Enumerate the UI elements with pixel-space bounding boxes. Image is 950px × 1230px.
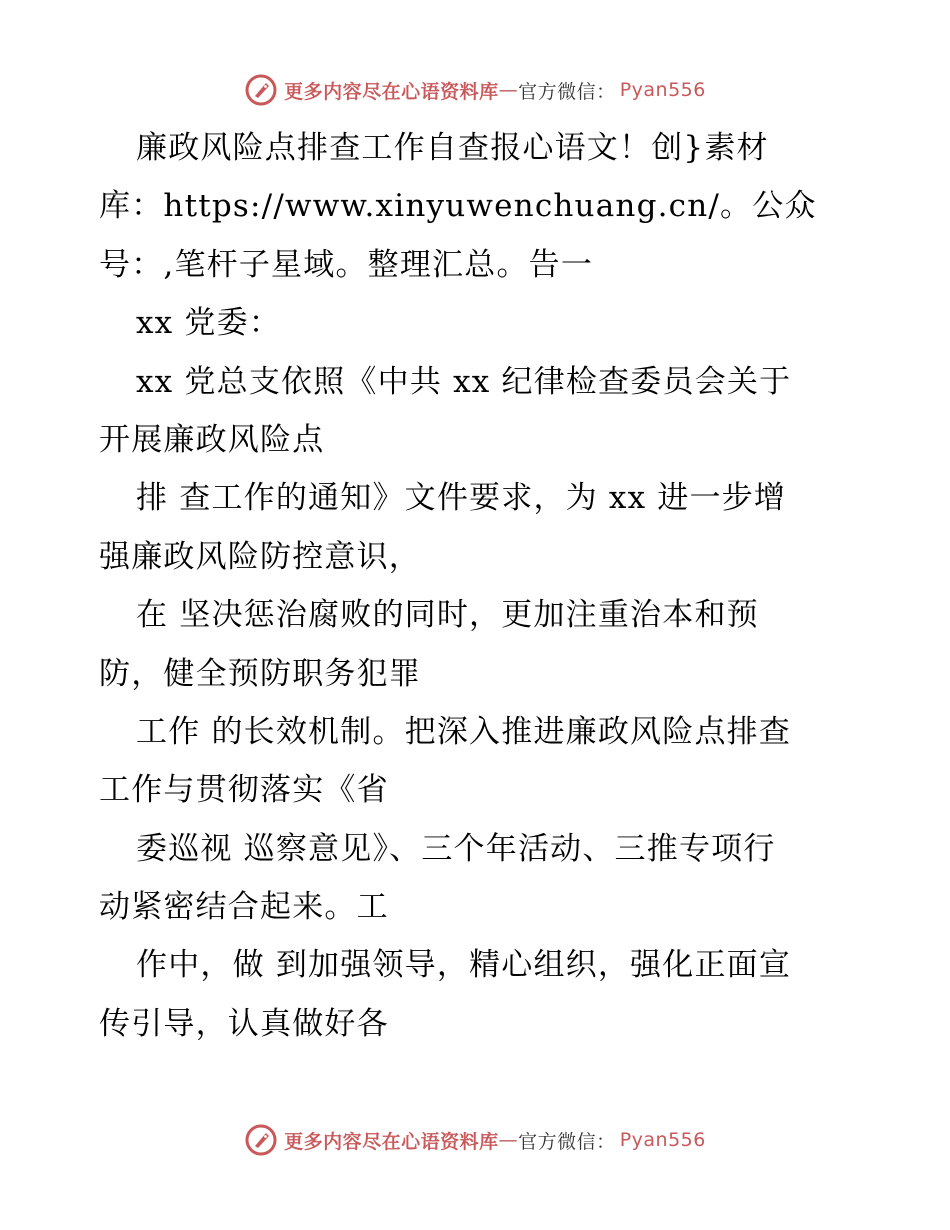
- text-line: 工作与贯彻落实《省: [99, 772, 389, 809]
- text-line: 工作 的长效机制。把深入推进廉政风险点排查: [136, 713, 792, 750]
- text-line: 在 坚决惩治腐败的同时，更加注重治本和预: [136, 597, 759, 634]
- pen-nib-icon: [244, 1123, 278, 1157]
- text-line: xx 党总支依照《中共 xx 纪律检查委员会关于: [136, 363, 792, 400]
- banner-main-text: 更多内容尽在心语资料库: [284, 1130, 499, 1153]
- text-line: 强廉政风险防控意识，: [99, 538, 421, 575]
- banner-main-text: 更多内容尽在心语资料库: [284, 80, 499, 103]
- text-line: 防，健全预防职务犯罪: [99, 655, 421, 692]
- banner-wechat-id: Pyan556: [619, 79, 706, 101]
- banner-label: 官方微信：: [518, 80, 616, 103]
- header-watermark-banner: [0, 70, 950, 110]
- pen-nib-icon: [244, 73, 278, 107]
- text-line: 传引导，认真做好各: [99, 1005, 389, 1042]
- text-line: 廉政风险点排查工作自查报心语文！创}素材: [136, 130, 769, 166]
- banner-wechat-id: Pyan556: [619, 1129, 706, 1151]
- text-line: 委巡视 巡察意见》、三个年活动、三推专项行: [136, 830, 776, 867]
- footer-watermark-banner: [0, 1120, 950, 1160]
- banner-label: 官方微信：: [518, 1130, 616, 1153]
- text-line: 开展廉政风险点: [99, 421, 325, 458]
- text-line: 作中，做 到加强领导，精心组织，强化正面宣: [136, 947, 792, 984]
- text-line: 库：https://www.xinyuwenchuang.cn/。公众: [99, 188, 817, 225]
- text-line: 动紧密结合起来。工: [99, 889, 389, 926]
- document-body: [99, 119, 839, 1053]
- text-line: 排 查工作的通知》文件要求，为 xx 进一步增: [136, 480, 787, 517]
- banner-separator: —: [498, 1129, 519, 1151]
- text-line: 号：,笔杆子星域。整理汇总。告一: [99, 246, 594, 283]
- banner-separator: —: [498, 79, 519, 101]
- text-line: xx 党委：: [136, 305, 282, 342]
